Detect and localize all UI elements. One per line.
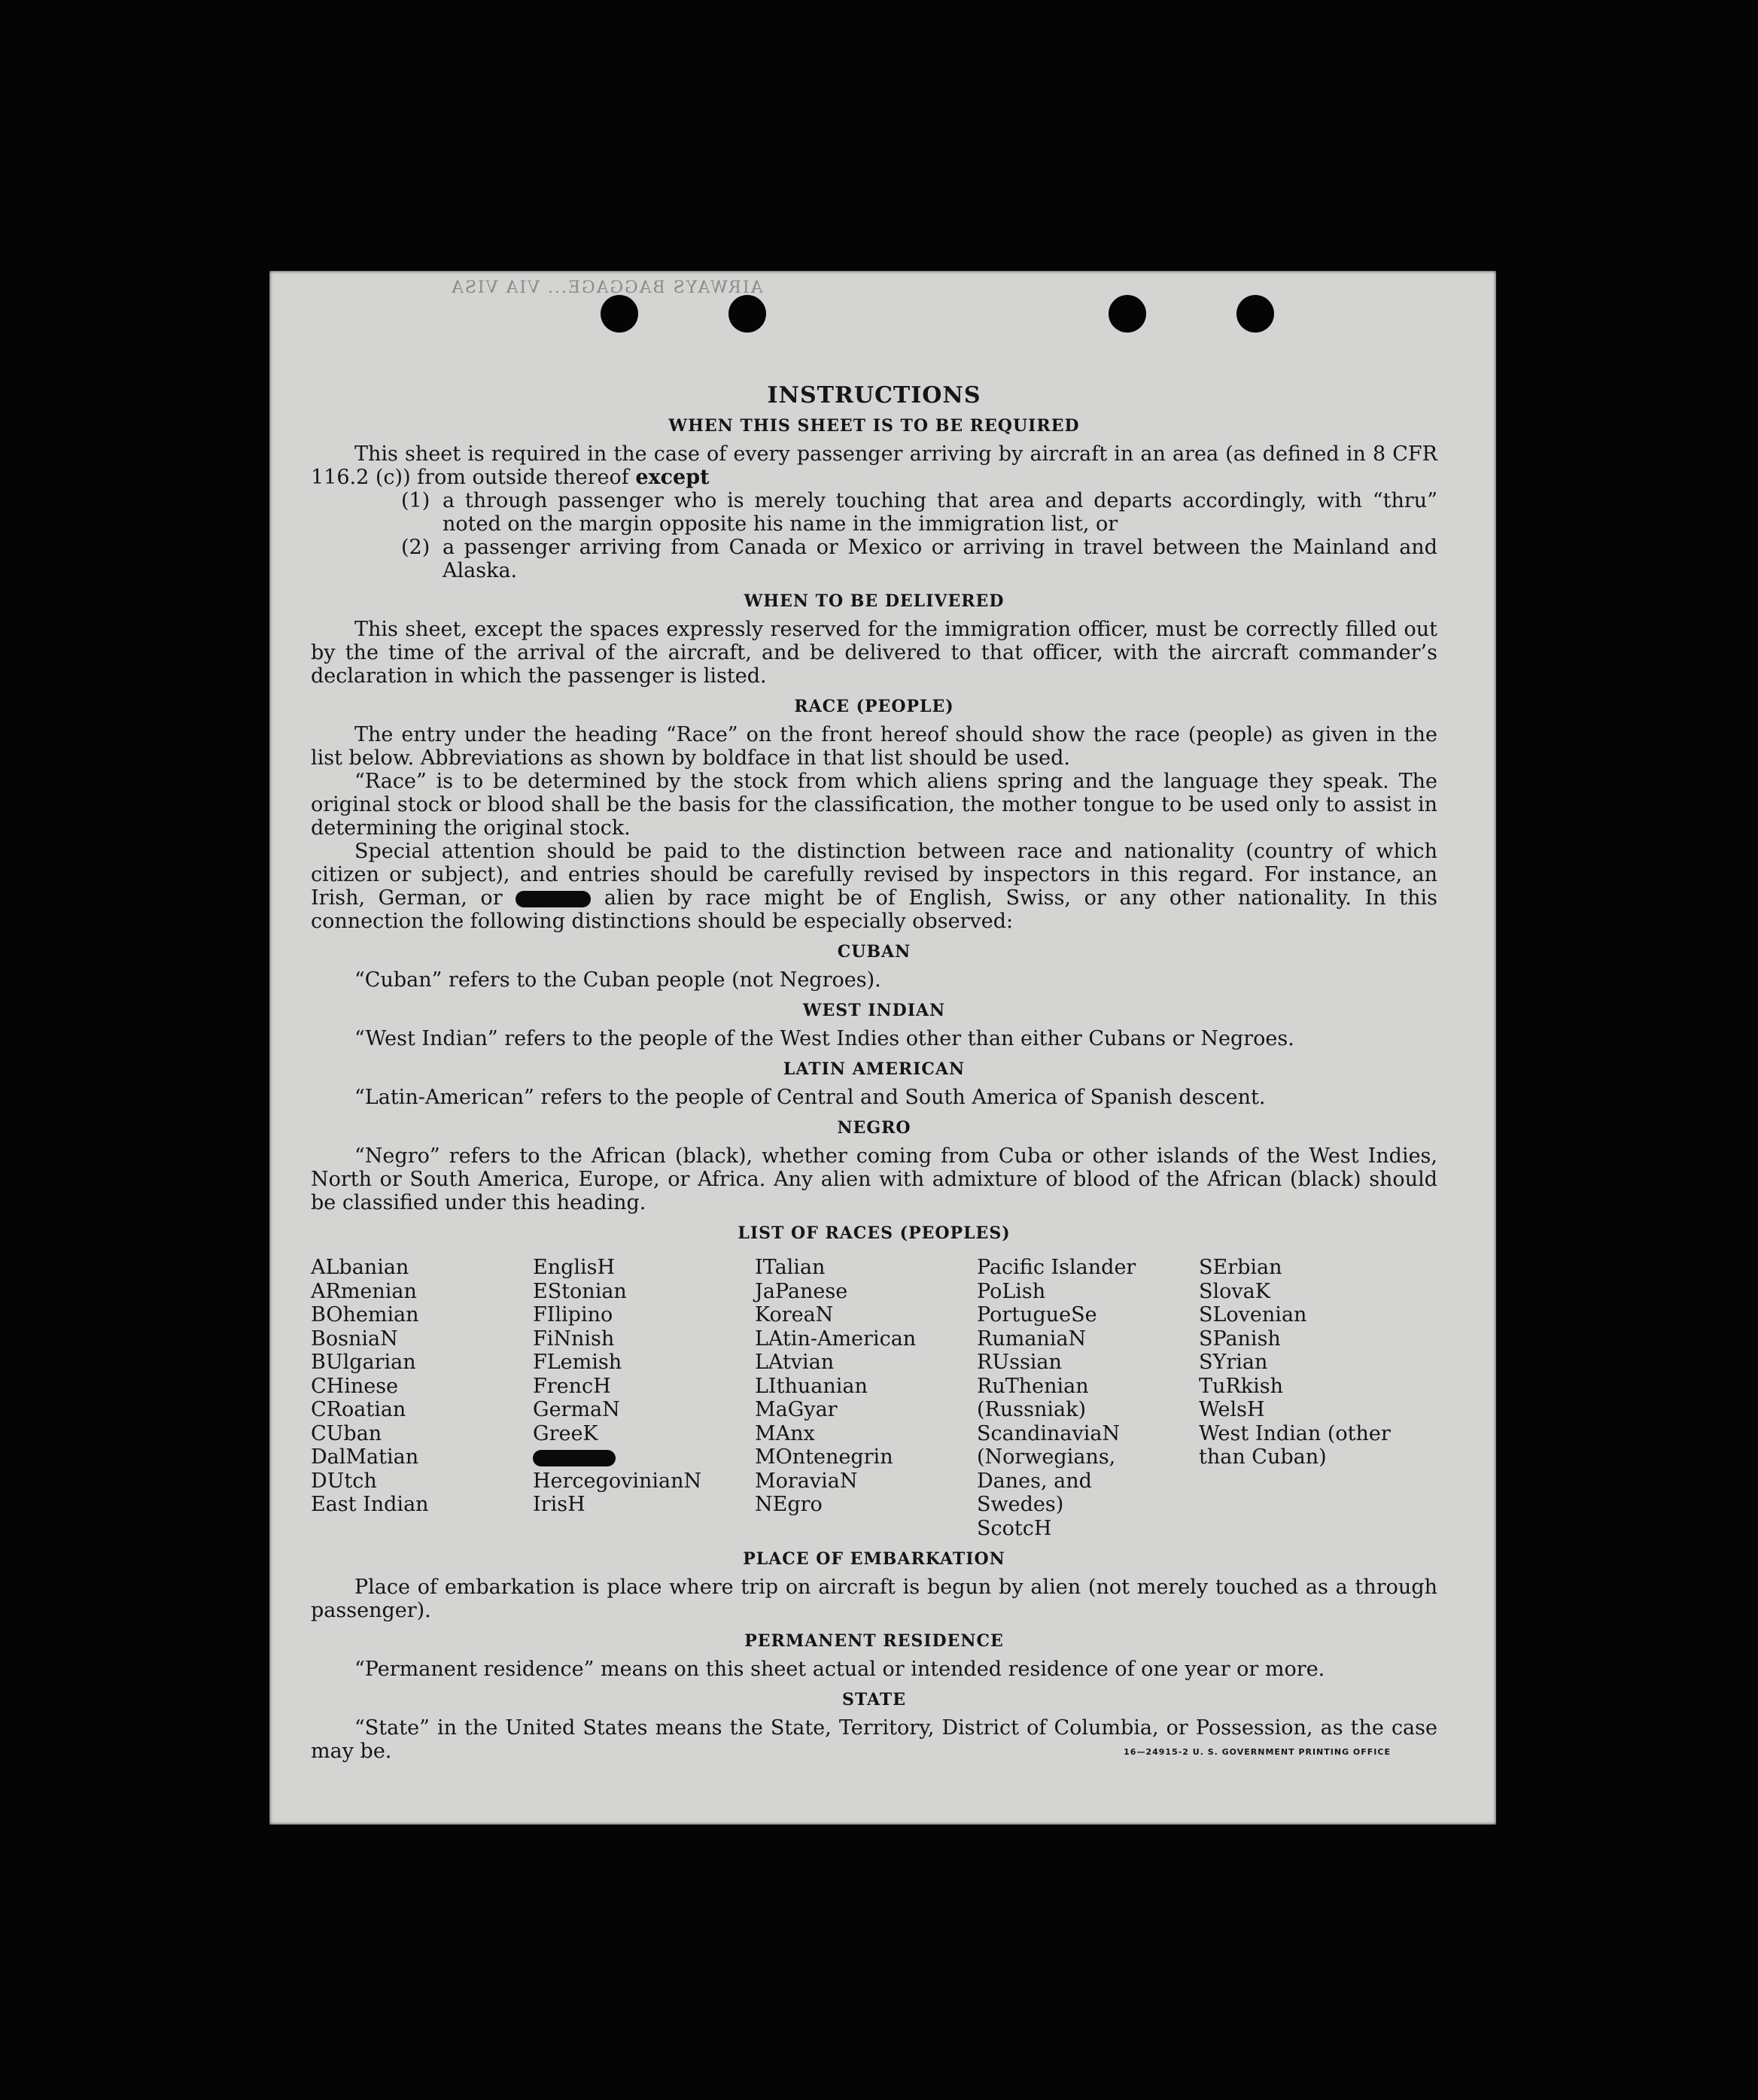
race-entry: SlovaK: [1199, 1279, 1270, 1303]
section-heading: NEGRO: [837, 1118, 911, 1138]
section-heading: PLACE OF EMBARKATION: [743, 1549, 1005, 1569]
races-column: [311, 1256, 533, 1540]
page-title: INSTRUCTIONS: [767, 382, 981, 409]
paragraph: This sheet, except the spaces expressly reserved for the immigration officer, must be correctly filled out by the time of the arrival of the aircraft, and be delivered to that officer, with the aircraft commander’s declaration in which the passenger is listed.: [311, 618, 1437, 688]
race-entry: EStonian: [533, 1279, 627, 1303]
race-entry: SLovenian: [1199, 1303, 1307, 1327]
race-entry: SErbian: [1199, 1256, 1282, 1279]
race-entry: ARmenian: [311, 1279, 417, 1303]
item-text: a through passenger who is merely touching that area and departs accordingly, with “thru” noted on the margin opposite his name in the immigration list, or: [443, 489, 1437, 536]
section-heading: WHEN THIS SHEET IS TO BE REQUIRED: [668, 416, 1080, 436]
races-column: [977, 1256, 1199, 1540]
race-entry: MAnx: [755, 1421, 815, 1445]
paragraph: “Negro” refers to the African (black), whether coming from Cuba or other islands of the West Indies, North or South America, Europe, or Africa. Any alien with admixture of blood of the African (black) should be classified under this heading.: [311, 1144, 1437, 1214]
punch-hole: [1109, 295, 1146, 333]
paragraph: “Race” is to be determined by the stock from which aliens spring and the language they speak. The original stock or blood shall be the basis for the classification, the mother tongue to be used only to assist in determining the original stock.: [311, 770, 1437, 840]
redaction-mark: [533, 1450, 616, 1466]
section-heading: WEST INDIAN: [802, 1001, 946, 1020]
punch-hole: [601, 295, 638, 333]
printing-office-code: 16—24915-2 U. S. GOVERNMENT PRINTING OFFICE: [1124, 1747, 1391, 1757]
list-item: [401, 489, 1437, 536]
race-entry: East Indian: [311, 1493, 429, 1516]
item-number: (1): [401, 489, 430, 512]
races-column: [533, 1256, 755, 1540]
section-heading: STATE: [841, 1690, 907, 1709]
paragraph: “State” in the United States means the State, Territory, District of Columbia, or Possession, as the case may be.: [311, 1716, 1437, 1763]
race-entry: ALbanian: [311, 1256, 409, 1279]
race-entry: BUlgarian: [311, 1351, 416, 1374]
list-item: [401, 536, 1437, 582]
section-heading: PERMANENT RESIDENCE: [744, 1631, 1004, 1651]
paragraph-text: alien by race might be of English, Swiss, or any other nationality. In this connection the following distinctions should be especially observed:: [311, 886, 1437, 933]
race-entry: CRoatian: [311, 1398, 406, 1421]
race-entry: LIthuanian: [755, 1374, 868, 1398]
race-entry: LAtvian: [755, 1351, 835, 1374]
race-entry: DUtch: [311, 1469, 377, 1493]
paragraph: “Permanent residence” means on this sheet actual or intended residence of one year or more.: [354, 1658, 1325, 1681]
races-list: [311, 1256, 1437, 1540]
paragraph: “Cuban” refers to the Cuban people (not Negroes).: [354, 968, 881, 992]
paragraph: “West Indian” refers to the people of the West Indies other than either Cubans or Negroes.: [354, 1027, 1294, 1050]
race-entry: MaGyar: [755, 1398, 838, 1421]
race-entry: ITalian: [755, 1256, 826, 1279]
race-entry: BOhemian: [311, 1303, 419, 1327]
paragraph: “Latin-American” refers to the people of Central and South America of Spanish descent.: [354, 1086, 1266, 1109]
paragraph: [311, 442, 1437, 489]
punch-hole: [728, 295, 766, 333]
race-entry: SYrian: [1199, 1351, 1268, 1374]
section-heading: LIST OF RACES (PEOPLES): [738, 1223, 1011, 1243]
race-entry: CUban: [311, 1421, 382, 1445]
race-entry: TuRkish: [1199, 1374, 1283, 1398]
race-entry: GreeK: [533, 1421, 598, 1445]
race-entry: DalMatian: [311, 1445, 419, 1469]
race-entry: EnglisH: [533, 1256, 616, 1279]
race-entry: Pacific Islander: [977, 1256, 1136, 1279]
race-entry: RUssian: [977, 1351, 1062, 1374]
section-heading: CUBAN: [837, 942, 911, 962]
section-heading: LATIN AMERICAN: [783, 1059, 966, 1079]
redaction-mark: [516, 891, 591, 907]
paragraph: [311, 840, 1437, 933]
race-entry: WelsH: [1199, 1398, 1265, 1421]
race-entry: HercegovinianN: [533, 1469, 702, 1493]
race-entry: FiNnish: [533, 1327, 615, 1351]
race-entry: LAtin-American: [755, 1327, 917, 1351]
race-entry: BosniaN: [311, 1327, 398, 1351]
race-entry: PoLish: [977, 1279, 1046, 1303]
race-entry-redacted: [533, 1445, 755, 1469]
race-entry: ScandinaviaN (Norwegians, Danes, and Swedes): [977, 1421, 1121, 1516]
race-entry: JaPanese: [755, 1279, 848, 1303]
race-entry: IrisH: [533, 1493, 585, 1516]
document-sheet: [269, 271, 1496, 1825]
section-heading: WHEN TO BE DELIVERED: [744, 591, 1005, 611]
race-entry: CHinese: [311, 1374, 399, 1398]
race-entry: FLemish: [533, 1351, 622, 1374]
race-entry: ScotcH: [977, 1516, 1052, 1540]
paragraph: Place of embarkation is place where trip on aircraft is begun by alien (not merely touched as a through passenger).: [311, 1576, 1437, 1622]
race-entry: FrencH: [533, 1374, 611, 1398]
punch-hole: [1236, 295, 1274, 333]
races-column: [755, 1256, 977, 1540]
race-entry: MOntenegrin: [755, 1445, 893, 1469]
race-entry: West Indian (other than Cuban): [1199, 1421, 1391, 1469]
race-entry: KoreaN: [755, 1303, 834, 1327]
race-entry: RumaniaN: [977, 1327, 1087, 1351]
race-entry: SPanish: [1199, 1327, 1281, 1351]
item-number: (2): [401, 536, 430, 559]
item-text: a passenger arriving from Canada or Mexico or arriving in travel between the Mainland and Alaska.: [443, 536, 1437, 582]
race-entry: RuThenian (Russniak): [977, 1374, 1089, 1421]
paragraph-text: This sheet is required in the case of every passenger arriving by aircraft in an area (as defined in 8 CFR 116.2 (c)) from outside thereof: [311, 442, 1437, 489]
race-entry: GermaN: [533, 1398, 620, 1421]
race-entry: PortugueSe: [977, 1303, 1097, 1327]
race-entry: FIlipino: [533, 1303, 613, 1327]
instructions-body: [311, 384, 1437, 1763]
race-entry: MoraviaN: [755, 1469, 858, 1493]
paragraph-text: Special attention should be paid to the distinction between race and nationality (country of which citizen or subject), and entries should be carefully revised by inspectors in this regard. For instance, an Irish, German, or: [311, 840, 1437, 910]
except-word: except: [635, 466, 710, 489]
race-entry: NEgro: [755, 1493, 823, 1516]
bleed-through-text: AIRWAYS BAGGAGE... VIA VISA: [450, 278, 763, 297]
races-column: [1199, 1256, 1402, 1540]
section-heading: RACE (PEOPLE): [794, 697, 954, 716]
paragraph: The entry under the heading “Race” on the front hereof should show the race (people) as given in the list below. Abbreviations as shown by boldface in that list should be used.: [311, 723, 1437, 770]
